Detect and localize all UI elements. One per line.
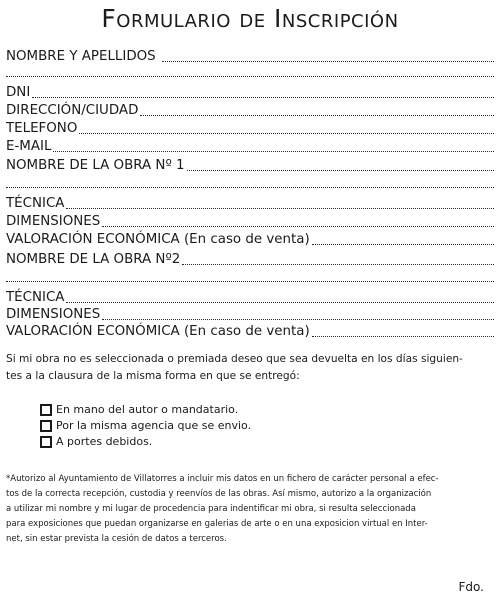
option-label: En mano del autor o mandatario.	[56, 403, 239, 416]
authorization-line-3: a utilizar mi nombre y mi lugar de procedencia para indentificar mi obra, si resulta seleccionada	[6, 504, 416, 514]
address-label: DIRECCIÓN/CIUDAD	[6, 103, 139, 118]
work1-dimensions-label: DIMENSIONES	[6, 214, 101, 229]
email-line[interactable]	[53, 151, 494, 152]
work2-dimensions-field[interactable]	[6, 307, 494, 323]
address-field[interactable]	[6, 103, 494, 119]
work1-name-label: NOMBRE DE LA OBRA Nº 1	[6, 158, 185, 173]
work1-extra-line[interactable]	[6, 187, 494, 188]
option-label: A portes debidos.	[56, 435, 153, 448]
name-extra-line[interactable]	[6, 76, 494, 77]
work1-valuation-label: VALORACIÓN ECONÓMICA (En caso de venta)	[6, 232, 310, 247]
authorization-line-1: *Autorizo al Ayuntamiento de Villatorres a incluir mis datos en un fichero de carácter personal a efec-	[6, 474, 439, 484]
name-label: NOMBRE Y APELLIDOS	[6, 49, 156, 64]
work2-dimensions-line[interactable]	[102, 319, 494, 320]
email-field[interactable]	[6, 139, 494, 155]
work1-valuation-field[interactable]	[6, 232, 494, 248]
work2-name-field[interactable]	[6, 252, 494, 268]
dni-label: DNI	[6, 85, 31, 100]
name-field[interactable]	[6, 49, 494, 65]
checkbox-icon[interactable]	[40, 420, 52, 432]
work1-valuation-line[interactable]	[312, 244, 494, 245]
work2-valuation-line[interactable]	[312, 336, 494, 337]
authorization-line-5: net, sin estar prevista la cesión de datos a terceros.	[6, 534, 227, 544]
authorization-line-4: para exposiciones que puedan organizarse en galerias de arte o en una exposicion virtual en Inter-	[6, 519, 428, 529]
authorization-line-2: tos de la correcta recepción, custodia y reenvíos de las obras. Así mismo, autorizo a la organización	[6, 489, 432, 499]
work2-valuation-label: VALORACIÓN ECONÓMICA (En caso de venta)	[6, 324, 310, 339]
dni-line[interactable]	[32, 97, 494, 98]
option-hand-delivery[interactable]	[40, 402, 238, 418]
checkbox-icon[interactable]	[40, 404, 52, 416]
work1-name-line[interactable]	[187, 170, 494, 171]
work2-technique-label: TÉCNICA	[6, 290, 65, 305]
work1-technique-field[interactable]	[6, 196, 494, 212]
work2-technique-line[interactable]	[66, 302, 494, 303]
phone-line[interactable]	[79, 133, 494, 134]
dni-field[interactable]	[6, 85, 494, 101]
return-text-line-1: Si mi obra no es seleccionada o premiada deseo que sea devuelta en los días siguien-	[6, 353, 463, 365]
signature-label: Fdo.	[458, 580, 484, 594]
work2-technique-field[interactable]	[6, 290, 494, 306]
address-line[interactable]	[140, 115, 494, 116]
email-label: E-MAIL	[6, 139, 52, 154]
return-text-line-2: tes a la clausura de la misma forma en que se entregó:	[6, 370, 300, 382]
checkbox-icon[interactable]	[40, 436, 52, 448]
work1-dimensions-field[interactable]	[6, 214, 494, 230]
work2-valuation-field[interactable]	[6, 324, 494, 340]
option-label: Por la misma agencia que se envio.	[56, 419, 252, 432]
work1-dimensions-line[interactable]	[102, 226, 494, 227]
page-title: Formulario de Inscripción	[101, 4, 399, 33]
work1-name-field[interactable]	[6, 158, 494, 174]
work2-name-line[interactable]	[182, 264, 494, 265]
work2-name-label: NOMBRE DE LA OBRA Nº2	[6, 252, 181, 267]
option-freight-collect[interactable]	[40, 434, 152, 450]
name-line[interactable]	[162, 61, 494, 62]
phone-label: TELEFONO	[6, 121, 78, 136]
work1-technique-label: TÉCNICA	[6, 196, 65, 211]
work2-extra-line[interactable]	[6, 281, 494, 282]
option-same-agency[interactable]	[40, 418, 251, 434]
phone-field[interactable]	[6, 121, 494, 137]
work2-dimensions-label: DIMENSIONES	[6, 307, 101, 322]
work1-technique-line[interactable]	[66, 208, 494, 209]
